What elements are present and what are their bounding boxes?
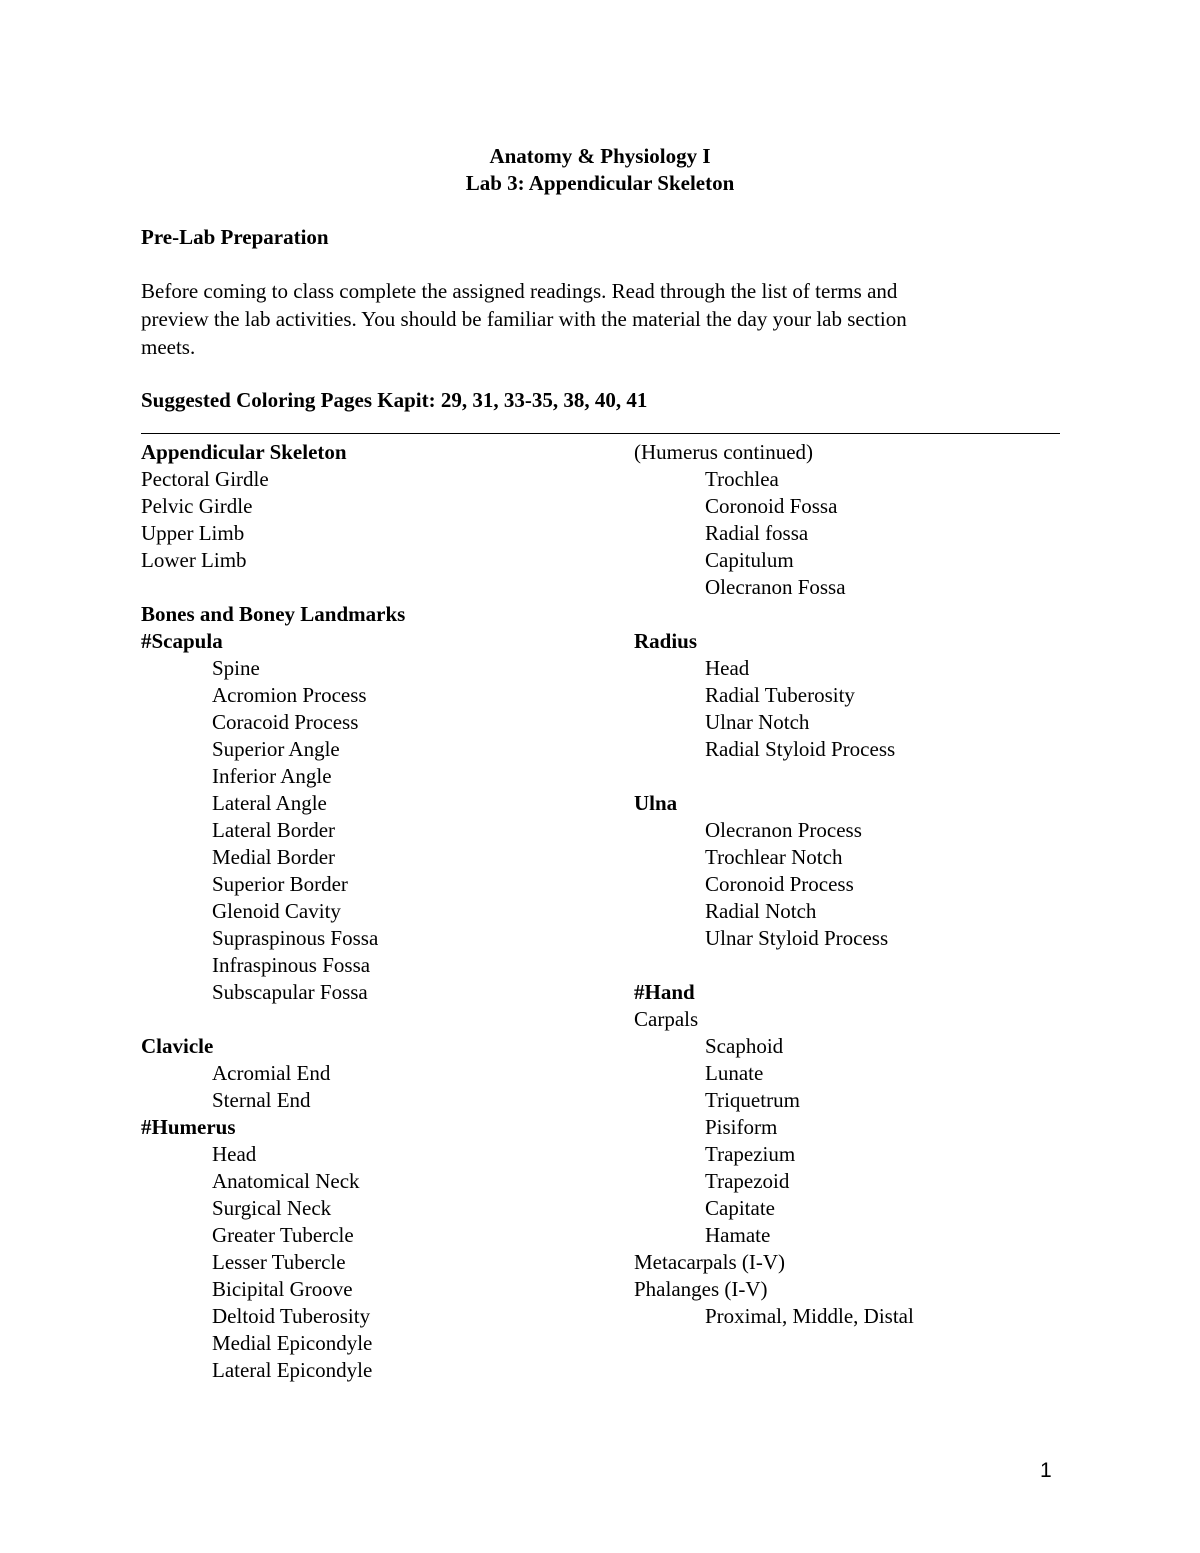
term-item: Olecranon Process: [705, 818, 862, 842]
phalanges-label: Phalanges (I-V): [634, 1277, 768, 1301]
term-item: Sternal End: [212, 1088, 311, 1112]
term-item: Radial Tuberosity: [705, 683, 855, 707]
term-item: Capitate: [705, 1196, 775, 1220]
prelab-paragraph-line: meets.: [141, 335, 196, 359]
term-item: Trochlear Notch: [705, 845, 843, 869]
term-item: Subscapular Fossa: [212, 980, 368, 1004]
term-item: Lateral Border: [212, 818, 336, 842]
term-item: Proximal, Middle, Distal: [705, 1304, 914, 1328]
term-item: Lateral Epicondyle: [212, 1358, 373, 1382]
term-item: Lunate: [705, 1061, 764, 1085]
term-item: Surgical Neck: [212, 1196, 332, 1220]
term-item: Coracoid Process: [212, 710, 359, 734]
term-item: Scaphoid: [705, 1034, 784, 1058]
lab-title: Lab 3: Appendicular Skeleton: [465, 171, 735, 195]
term-item: Anatomical Neck: [212, 1169, 360, 1193]
term-item: Coronoid Fossa: [705, 494, 838, 518]
term-item: Spine: [212, 656, 260, 680]
term-item: Pectoral Girdle: [141, 467, 269, 491]
term-item: Olecranon Fossa: [705, 575, 846, 599]
term-item: Head: [705, 656, 750, 680]
term-item: Radial fossa: [705, 521, 809, 545]
term-item: Infraspinous Fossa: [212, 953, 371, 977]
clavicle-heading: Clavicle: [141, 1034, 214, 1058]
spacer: [634, 601, 1074, 628]
term-item: Inferior Angle: [212, 764, 332, 788]
terms-left-column: [141, 439, 611, 1384]
term-item: Glenoid Cavity: [212, 899, 341, 923]
bones-landmarks-heading: Bones and Boney Landmarks: [141, 602, 406, 626]
term-item: Superior Border: [212, 872, 348, 896]
term-item: Pisiform: [705, 1115, 778, 1139]
page-number: 1: [1040, 1459, 1052, 1482]
humerus-continued-label: (Humerus continued): [634, 440, 814, 464]
term-item: Medial Epicondyle: [212, 1331, 373, 1355]
term-item: Acromion Process: [212, 683, 367, 707]
appendicular-skeleton-heading: Appendicular Skeleton: [141, 440, 347, 464]
prelab-heading: Pre-Lab Preparation: [141, 225, 329, 249]
term-item: Supraspinous Fossa: [212, 926, 379, 950]
term-item: Deltoid Tuberosity: [212, 1304, 371, 1328]
term-item: Pelvic Girdle: [141, 494, 253, 518]
term-item: Acromial End: [212, 1061, 331, 1085]
prelab-paragraph: [141, 277, 1021, 361]
course-title: Anatomy & Physiology I: [489, 144, 711, 168]
ulna-heading: Ulna: [634, 791, 678, 815]
title-block: [0, 143, 1200, 197]
term-item: Capitulum: [705, 548, 794, 572]
term-item: Bicipital Groove: [212, 1277, 353, 1301]
term-item: Upper Limb: [141, 521, 245, 545]
scapula-heading: #Scapula: [141, 629, 223, 653]
term-item: Medial Border: [212, 845, 336, 869]
prelab-paragraph-line: preview the lab activities. You should be familiar with the material the day your lab section: [141, 307, 907, 331]
carpals-label: Carpals: [634, 1007, 699, 1031]
term-item: Coronoid Process: [705, 872, 854, 896]
term-item: Radial Styloid Process: [705, 737, 896, 761]
prelab-paragraph-line: Before coming to class complete the assigned readings. Read through the list of terms and: [141, 279, 898, 303]
term-item: Trochlea: [705, 467, 779, 491]
term-item: Trapezium: [705, 1142, 796, 1166]
spacer: [634, 952, 1074, 979]
term-item: Radial Notch: [705, 899, 817, 923]
term-item: Ulnar Styloid Process: [705, 926, 889, 950]
term-item: Hamate: [705, 1223, 771, 1247]
spacer: [634, 763, 1074, 790]
term-item: Lesser Tubercle: [212, 1250, 346, 1274]
radius-heading: Radius: [634, 629, 698, 653]
term-item: Triquetrum: [705, 1088, 800, 1112]
term-item: Ulnar Notch: [705, 710, 810, 734]
spacer: [141, 574, 611, 601]
term-item: Lower Limb: [141, 548, 247, 572]
term-item: Superior Angle: [212, 737, 340, 761]
horizontal-rule: [141, 433, 1060, 434]
term-item: Head: [212, 1142, 257, 1166]
hand-heading: #Hand: [634, 980, 695, 1004]
term-item: Trapezoid: [705, 1169, 790, 1193]
spacer: [141, 1006, 611, 1033]
metacarpals-label: Metacarpals (I-V): [634, 1250, 785, 1274]
coloring-pages-heading: Suggested Coloring Pages Kapit: 29, 31, 33-35, 38, 40, 41: [141, 388, 648, 412]
humerus-heading: #Humerus: [141, 1115, 236, 1139]
term-item: Lateral Angle: [212, 791, 327, 815]
terms-right-column: [634, 439, 1074, 1330]
term-item: Greater Tubercle: [212, 1223, 354, 1247]
